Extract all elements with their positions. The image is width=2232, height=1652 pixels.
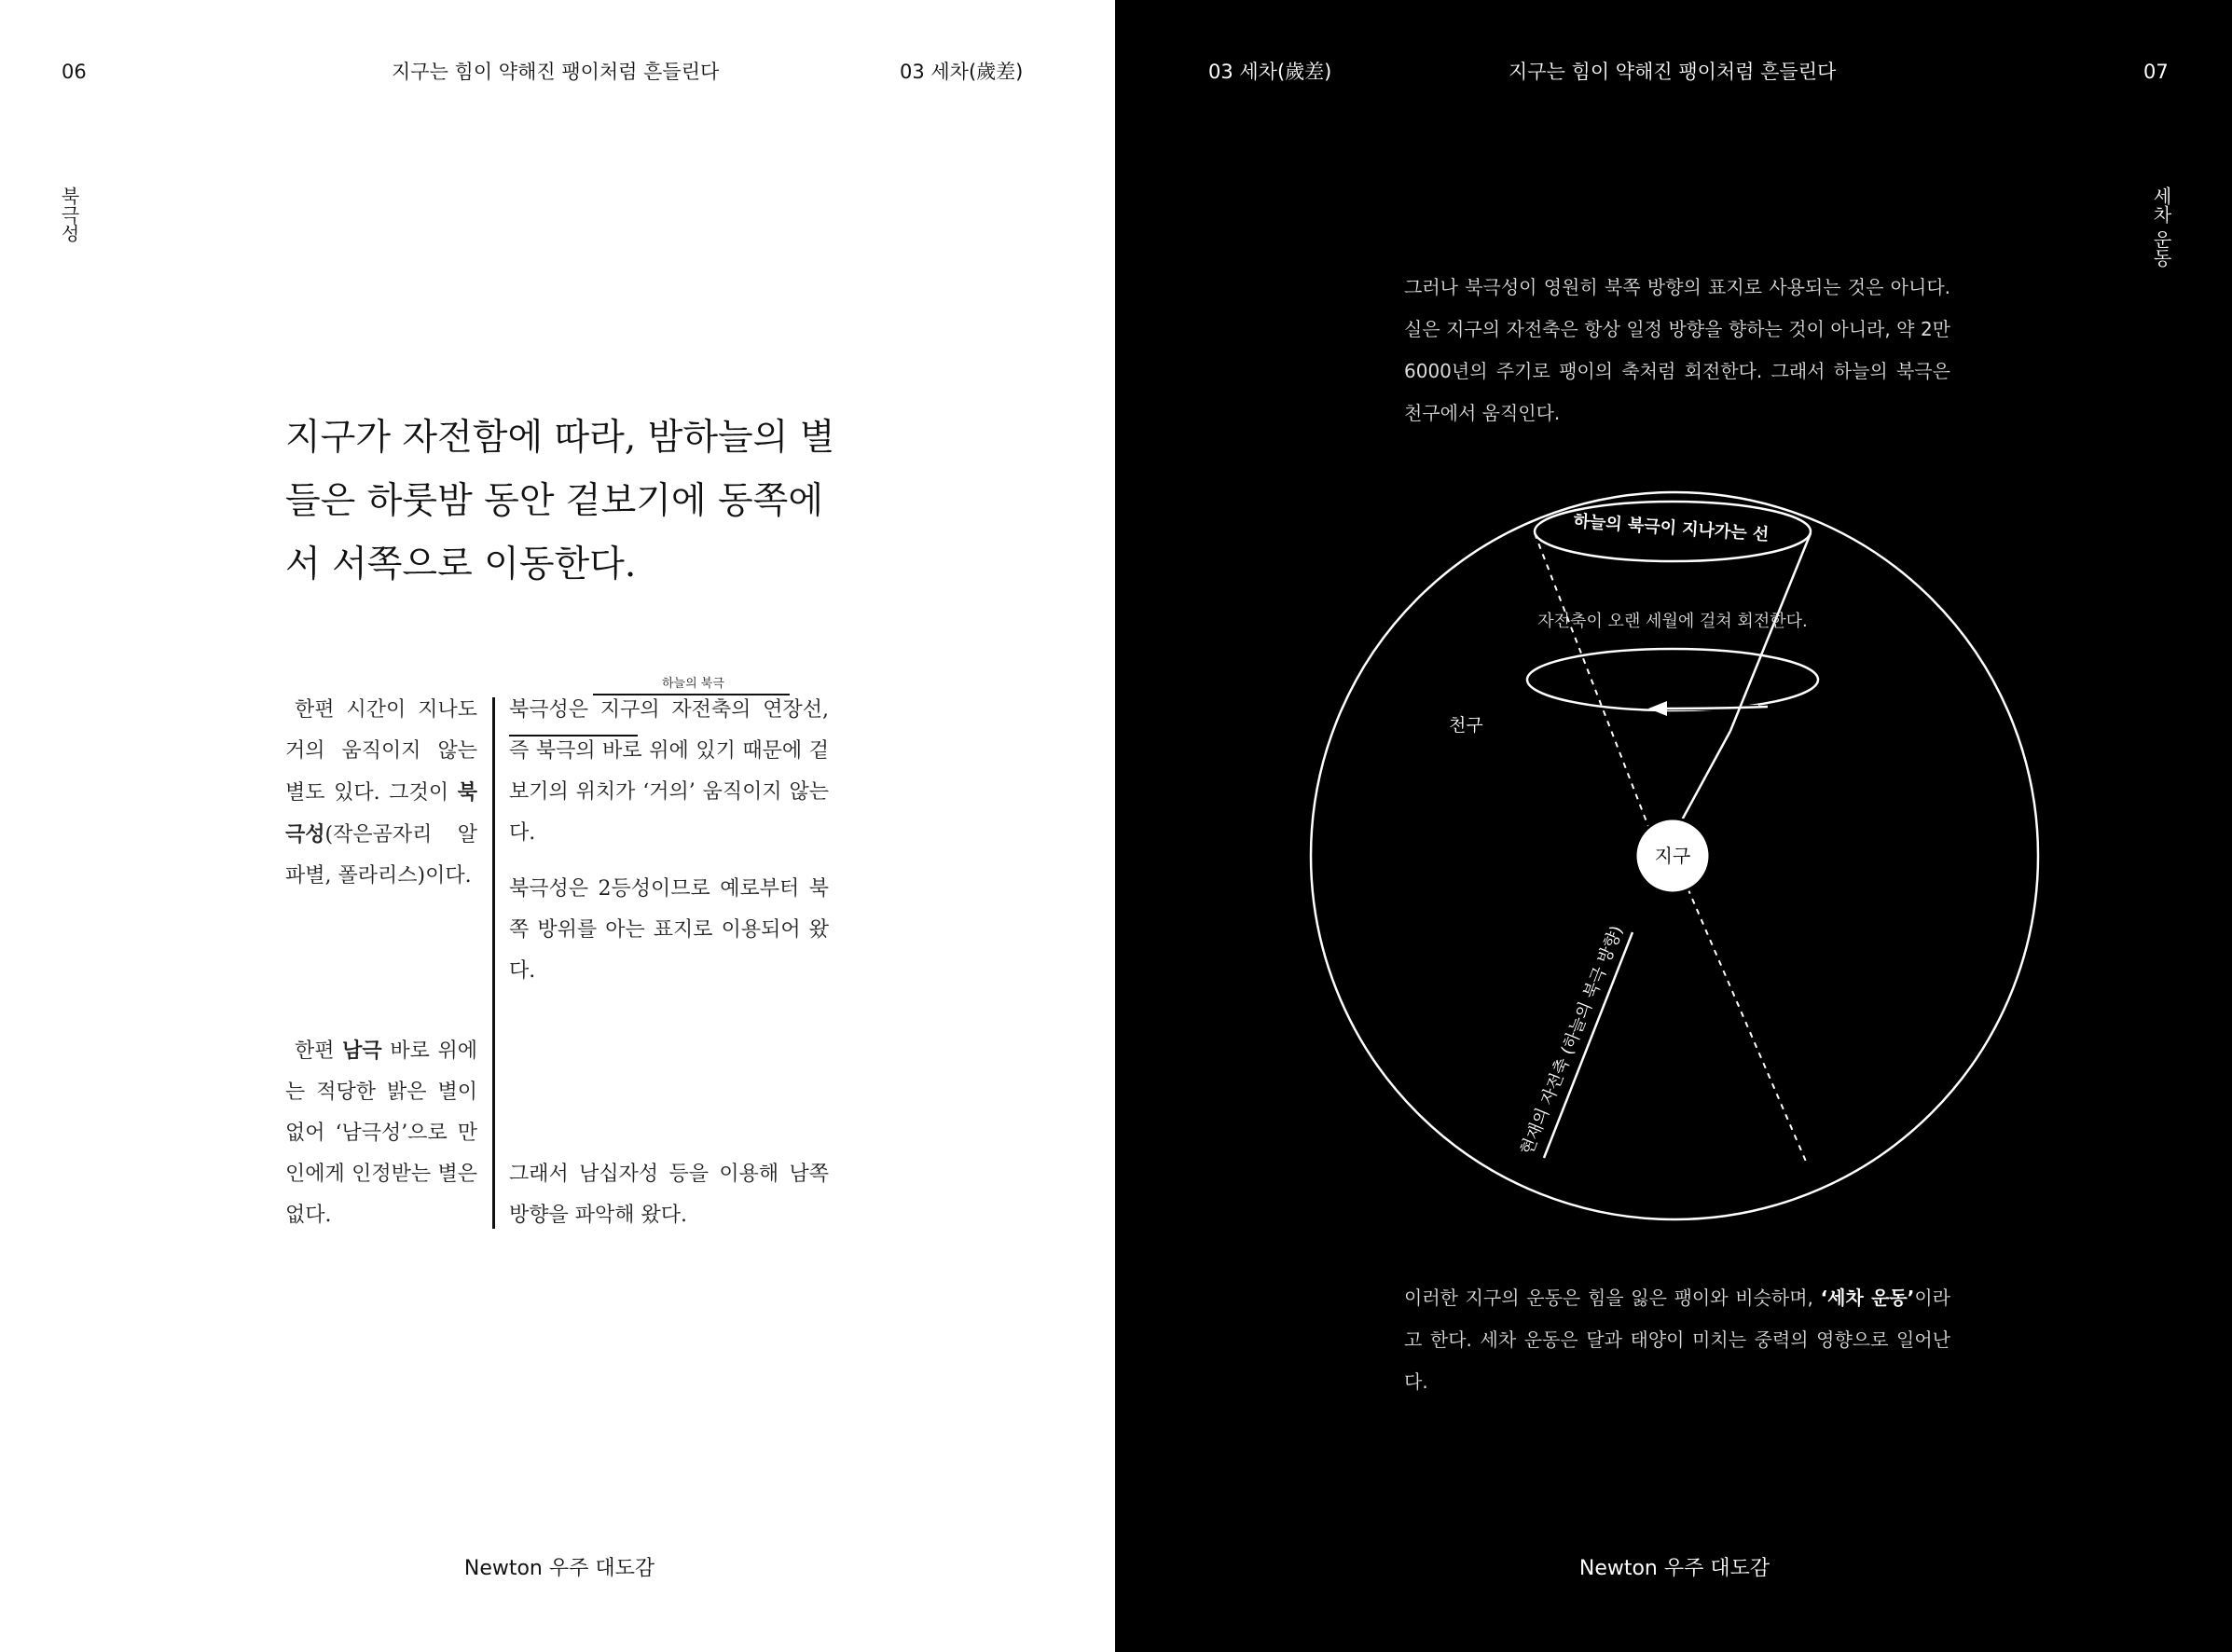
headline <box>285 406 845 597</box>
current-axis-label: 현재의 자전축 (하늘의 북극 방향) <box>1517 923 1628 1158</box>
col2-paragraph-1: 북극성은 지구의 자전축의 연장선, 즉 북극의 바로 위에 있기 때문에 겉보기의 위치가 ‘거의’ 움직이지 않는다. <box>509 698 829 845</box>
footer-book-title: Newton 우주 대도감 <box>1578 1557 1770 1580</box>
footer-book-title: Newton 우주 대도감 <box>463 1557 655 1580</box>
headline-line: 들은 하룻밤 동안 겉보기에 동쪽에 <box>285 480 824 522</box>
col2-paragraph-3: 그래서 남십자성 등을 이용해 남쪽 방향을 파악해 왔다. <box>509 1163 829 1227</box>
col1-paragraph-1 <box>285 690 477 897</box>
outro-paragraph <box>1404 1277 1950 1403</box>
rotation-ellipse <box>1527 649 1818 710</box>
precession-path-label: 하늘의 북극이 지나가는 선 <box>1572 511 1770 545</box>
chapter-label: 03 세차(歲差) <box>900 61 1024 83</box>
chapter-label: 03 세차(歲差) <box>1208 61 1332 83</box>
annotation-celestial-north: 하늘의 북극 <box>662 677 724 691</box>
text-run: 이라고 한다. 세차 운동은 달과 태양이 미치는 중력의 영향으로 일어난다. <box>1404 1287 1950 1393</box>
cone-dashed-lower <box>1674 858 1807 1163</box>
earth-label: 지구 <box>1654 845 1691 867</box>
term-precession: ‘세차 운동’ <box>1820 1287 1915 1309</box>
column-divider <box>492 697 495 1229</box>
cone-dashed-left <box>1535 533 1660 858</box>
rotation-label: 자전축이 오랜 세월에 걸쳐 회전한다. <box>1537 612 1808 631</box>
headline-line: 지구가 자전함에 따라, 밤하늘의 별 <box>285 417 835 459</box>
col2-paragraph-2: 북극성은 2등성이므로 예로부터 북쪽 방위를 아는 표지로 이용되어 왔다. <box>509 877 829 983</box>
left-page <box>0 0 1115 1652</box>
term-south-pole: 남극 <box>342 1039 382 1063</box>
text-run: (작은곰자리 알파별, 폴라리스)이다. <box>285 823 477 888</box>
page-number: 07 <box>2143 61 2169 83</box>
text-run: 한편 시간이 지나도 거의 움직이지 않는 별도 있다. 그것이 <box>285 698 477 805</box>
text-run: 이러한 지구의 운동은 힘을 잃은 팽이와 비슷하며, <box>1404 1287 1821 1309</box>
text-run: 바로 위에는 적당한 밝은 별이 없어 ‘남극성’으로 만인에게 인정받는 별은 없다. <box>285 1039 478 1227</box>
intro-paragraph: 그러나 북극성이 영원히 북쪽 방향의 표지로 사용되는 것은 아니다. 실은 지구의 자전축은 항상 일정 방향을 향하는 것이 아니라, 약 2만 6000년의 주기로 팽이의 축처럼 회전한다. 그래서 하늘의 북극은 천구에서 움직인다. <box>1404 276 1950 424</box>
rotation-arrow-head <box>1648 701 1667 716</box>
side-section-label: 세차 운동 <box>2150 186 2172 268</box>
current-axis-lower <box>1544 932 1633 1158</box>
right-page <box>1115 0 2232 1652</box>
running-title: 지구는 힘이 약해진 팽이처럼 흔들린다 <box>392 61 720 83</box>
col1-paragraph-2 <box>285 1030 477 1236</box>
celestial-sphere-label: 천구 <box>1449 715 1483 736</box>
side-section-label: 북극성 <box>58 186 80 242</box>
precession-diagram <box>1115 485 2232 1231</box>
page-number: 06 <box>62 61 87 83</box>
text-run: 한편 <box>295 1039 343 1063</box>
running-title: 지구는 힘이 약해진 팽이처럼 흔들린다 <box>1509 61 1837 83</box>
headline-line: 서 서쪽으로 이동한다. <box>285 544 637 585</box>
term-polaris: 북극성 <box>285 780 477 847</box>
